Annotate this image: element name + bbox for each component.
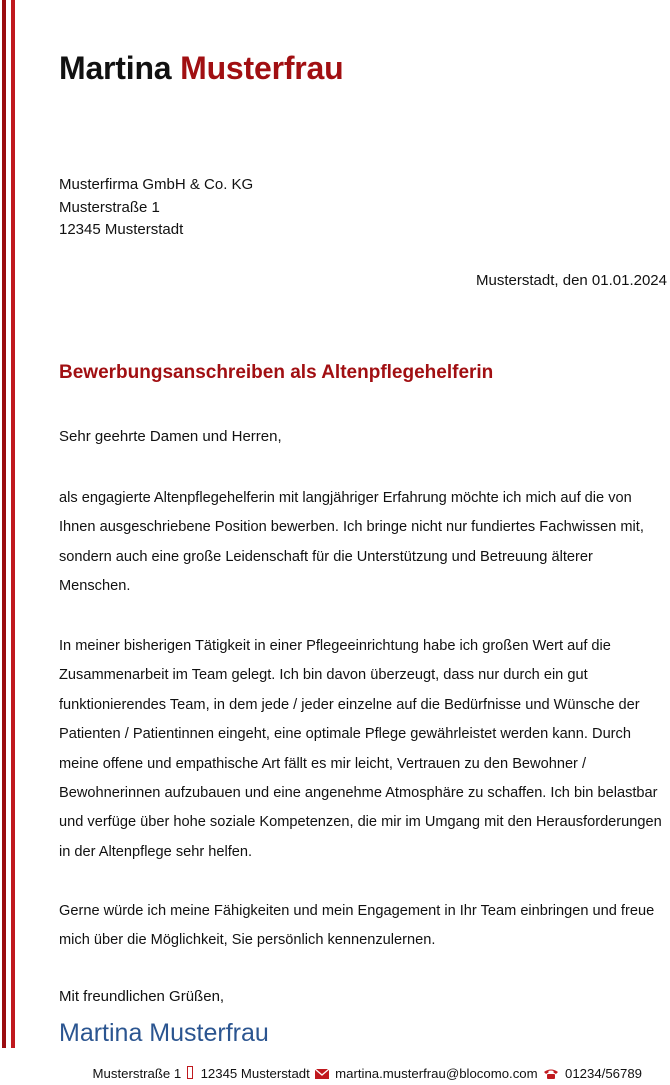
- recipient-company: Musterfirma GmbH & Co. KG: [59, 176, 254, 193]
- left-accent-bar-inner: [11, 0, 15, 1048]
- left-accent-bar-outer: [2, 0, 6, 1048]
- footer-city: 12345 Musterstadt: [200, 1066, 310, 1081]
- footer-email[interactable]: martina.musterfrau@blocomo.com: [335, 1066, 538, 1081]
- letter-subject: Bewerbungsanschreiben als Altenpflegehelferin: [59, 362, 494, 383]
- body-paragraph-3: Gerne würde ich meine Fähigkeiten und mein Engagement in Ihr Team einbringen und freue mich über die Möglichkeit, Sie persönlich kennenzulernen.: [59, 903, 655, 949]
- recipient-street: Musterstraße 1: [59, 198, 160, 216]
- box-separator-icon: [187, 1066, 193, 1079]
- recipient-address: [59, 174, 253, 242]
- telephone-icon: [543, 1067, 559, 1082]
- recipient-city: 12345 Musterstadt: [59, 221, 184, 238]
- applicant-name-heading: [59, 50, 343, 87]
- footer-street: Musterstraße 1: [92, 1066, 182, 1081]
- salutation: Sehr geehrte Damen und Herren,: [59, 428, 282, 445]
- body-paragraph-1: als engagierte Altenpflegehelferin mit langjähriger Erfahrung möchte ich mich auf die von Ihnen ausgeschriebene Position bewerben. Ich bringe nicht nur fundiertes Fachwissen mit, sondern auch eine große Leidenschaft für die Unterstützung und Betreuung älterer Menschen.: [59, 490, 644, 595]
- footer-contact-line: [93, 1066, 642, 1082]
- signature-name: Martina Musterfrau: [59, 1019, 269, 1047]
- footer-phone[interactable]: 01234/56789: [564, 1066, 642, 1081]
- applicant-last-name: Musterfrau: [180, 50, 344, 86]
- closing-line: Mit freundlichen Grüßen,: [59, 988, 225, 1005]
- applicant-first-name: Martina: [59, 50, 172, 86]
- envelope-icon: [315, 1067, 329, 1082]
- body-paragraph-2: In meiner bisherigen Tätigkeit in einer Pflegeeinrichtung habe ich großen Wert auf die Zusammenarbeit im Team gelegt. Ich bin davon überzeugt, dass nur durch ein gut funktionierendes Team, in dem jede / jeder einzelne auf die Bedürfnisse und Wünsche der Patienten / Patientinnen eingeht, eine optimale Pflege gewährleistet werden kann. Durch meine offene und empathische Art fällt es mir leicht, Vertrauen zu den Bewohner / Bewohnerinnen aufzubauen und eine angenehme Atmosphäre zu schaffen. Ich bin belastbar und verfüge über hohe soziale Kompetenzen, die mir im Umgang mit den Herausforderungen in der Altenpflege sehr helfen.: [59, 638, 662, 860]
- letter-date: Musterstadt, den 01.01.2024: [476, 272, 667, 289]
